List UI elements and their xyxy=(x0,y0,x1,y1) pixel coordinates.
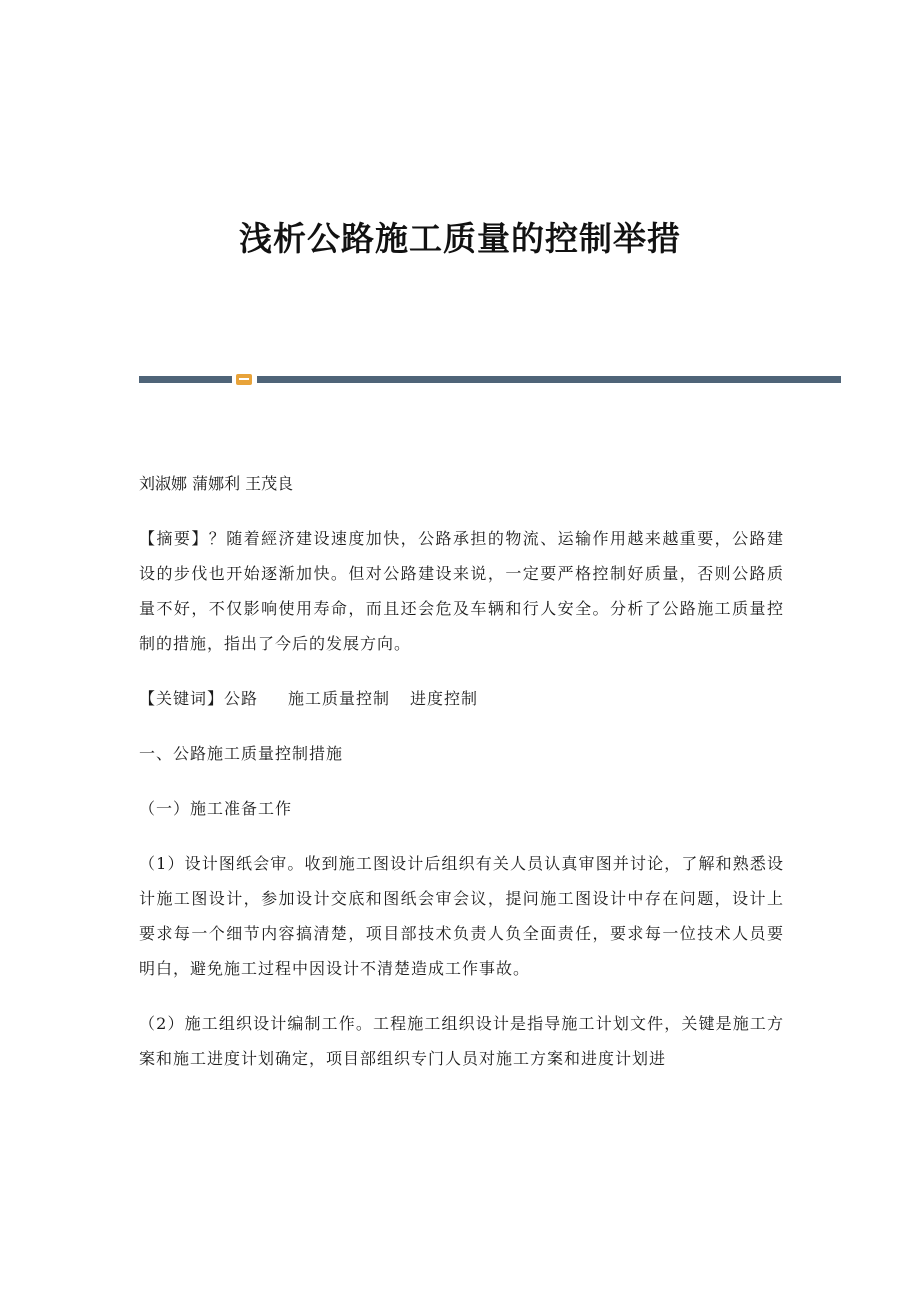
authors-line: 刘淑娜 蒲娜利 王茂良 xyxy=(139,474,294,493)
title-divider xyxy=(139,373,841,387)
item-paragraph-2: （2）施工组织设计编制工作。工程施工组织设计是指导施工计划文件，关键是施工方案和施工进度计划确定，项目部组织专门人员对施工方案和进度计划进 xyxy=(139,1014,784,1068)
document-title: 浅析公路施工质量的控制举措 xyxy=(239,219,681,258)
document-body xyxy=(139,466,784,1096)
abstract-paragraph: 【摘要】？随着經济建设速度加快，公路承担的物流、运输作用越来越重要，公路建设的步伐也开始逐渐加快。但对公路建设来说，一定要严格控制好质量，否则公路质量不好，不仅影响使用寿命，而且还会危及车辆和行人安全。分析了公路施工质量控制的措施，指出了今后的发展方向。 xyxy=(139,529,784,653)
divider-ornament-icon xyxy=(236,374,252,385)
keywords-line xyxy=(139,681,784,716)
keyword-quality-control: 施工质量控制 xyxy=(288,689,391,708)
item-paragraph-1: （1）设计图纸会审。收到施工图设计后组织有关人员认真审图并讨论，了解和熟悉设计施工图设计，参加设计交底和图纸会审会议，提问施工图设计中存在问题，设计上要求每一个细节内容搞清楚，项目部技术负责人负全面责任，要求每一位技术人员要明白，避免施工过程中因设计不清楚造成工作事故。 xyxy=(139,854,784,978)
section-heading-1: 一、公路施工质量控制措施 xyxy=(139,744,344,763)
keyword-schedule-control: 进度控制 xyxy=(410,689,479,708)
keywords-label: 【关键词】公路 xyxy=(139,689,259,708)
divider-bar-left xyxy=(139,376,232,383)
divider-bar-right xyxy=(257,376,841,383)
subsection-heading-1: （一）施工准备工作 xyxy=(139,799,293,818)
